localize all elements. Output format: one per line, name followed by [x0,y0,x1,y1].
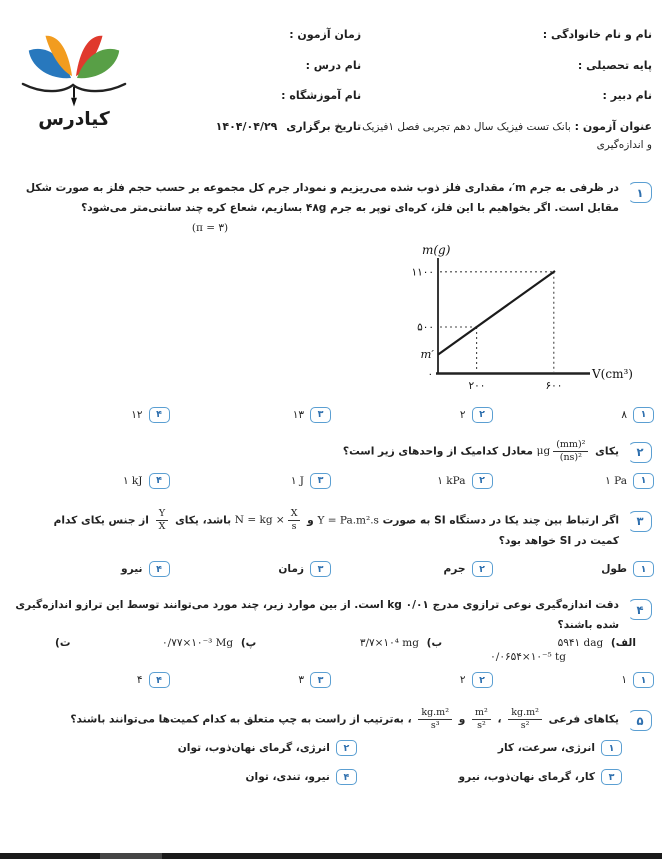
exam-title-label: عنوان آزمون : [574,119,652,133]
q5-t2: ، به‌ترتیب از راست به چپ متعلق به کدام کمیت‌ها می‌توانند باشند؟ [70,713,412,726]
item-label: ت) [55,637,71,650]
option-number-badge: ۱ [633,672,654,688]
question-text [15,596,619,635]
option-text: جرم [443,563,466,576]
option-number-badge: ۴ [149,407,170,423]
option-text: زمان [278,563,304,576]
option-text: ۴ [136,674,143,687]
chart-data-line [438,271,555,355]
answer-option [493,473,655,489]
q3-t1: اگر ارتباط بین چند یکا در دستگاه SI به صورت [382,514,619,527]
q3-line1 [54,508,619,533]
answer-option [170,473,332,489]
field-exam-time: زمان آزمون : [289,28,362,41]
option-text: ۲ [459,408,466,421]
q3-formula-n [234,507,304,532]
answer-option [170,672,332,688]
q1-line2: مقابل است. اگر بخواهیم با این فلز، کره‌ای توپر به جرم ۴۸g بسازیم، شعاع کره چند سانتی‌متر می‌شود؟ [81,201,619,214]
exam-title-row [361,118,652,154]
answer-option [331,407,493,423]
fraction-numerator: kg.m² [418,707,452,720]
q5-separator: ، [497,713,502,726]
answer-option [493,407,655,423]
option-number-badge: ۲ [472,407,493,423]
footer-bar-segment [100,853,162,859]
item-label: الف) [610,637,636,650]
pi-note: (π = ۳) [191,221,229,234]
option-text: ۱ kJ [122,474,143,487]
answer-option [331,561,493,577]
q2-text-after: معادل کدامیک از واحدهای زیر است؟ [342,445,533,458]
chart-origin-label: ۰ [427,368,433,380]
question-number-badge: ۱ [628,182,652,203]
q4-line1: دقت اندازه‌گیری نوعی ترازوی مدرج ۰/۰۱ kg است. از بین موارد زیر، چند مورد می‌توانند توسط این ترازو اندازه‌گیری [15,599,619,612]
answer-option [170,407,332,423]
q3-t4: از جنس یکای کدام [53,514,149,527]
answer-option [170,561,332,577]
field-teacher: نام دبیر : [602,89,652,103]
header-right-column [361,26,652,166]
answer-option [8,672,170,688]
answer-option [8,407,170,423]
answer-option [331,672,493,688]
question-2 [0,439,662,464]
option-number-badge: ۳ [310,407,331,423]
q3-n-prefix: N = kg × [234,514,285,527]
chart-xtick-200: ۲۰۰ [468,379,486,392]
item-value: ۰/۰۶۵۴×۱۰⁻⁵ tg [490,651,566,664]
answer-option [493,561,655,577]
option-number-badge: ۲ [472,672,493,688]
option-text: طول [601,563,627,576]
item-te-value-row [0,651,662,663]
option-text: ۱۲ [131,408,143,421]
option-number-badge: ۳ [601,769,622,785]
question-1 [0,179,662,238]
field-grade: پایه تحصیلی : [577,58,652,72]
fraction-denominator: (ns)² [559,451,582,463]
option-number-badge: ۳ [310,473,331,489]
q5-unit-1 [508,707,542,732]
option-text: ۲ [459,674,466,687]
option-text: کار، گرمای نهان‌ذوب، نیرو [458,771,595,784]
fraction-numerator: (mm)² [553,439,588,452]
fraction-numerator: kg.m² [508,707,542,720]
fraction-denominator: s [291,520,297,532]
chart-xtick-600: ۶۰۰ [545,379,563,392]
answer-option [8,769,357,785]
logo-book-icon [15,28,133,132]
option-number-badge: ۱ [633,407,654,423]
answer-option [8,473,170,489]
question-number-badge: ۵ [628,710,652,731]
fraction-denominator: X [158,520,166,532]
question-text [54,508,619,552]
option-text: ۱ Pa [605,474,627,487]
field-student-name: نام و نام خانوادگی : [542,28,652,41]
exam-date-label: تاریخ برگزاری [286,119,362,133]
q3-t3: باشد، یکای [175,514,232,527]
item-te [14,637,71,649]
option-number-badge: ۲ [336,740,357,756]
item-alef [442,637,636,649]
item-value: ۳/۷×۱۰⁴ mg [359,637,419,650]
field-course-name: نام درس : [305,58,362,72]
option-text: انرژی، سرعت، کار [497,742,595,755]
option-text: ۱ [621,674,627,687]
option-number-badge: ۴ [149,561,170,577]
question-number-badge: ۴ [628,599,652,620]
option-number-badge: ۴ [336,769,357,785]
question-number-badge: ۲ [628,442,652,463]
question-number-badge: ۳ [628,511,652,532]
fraction-denominator: s² [477,720,486,732]
option-text: نیرو، تندی، توان [245,771,330,784]
question-text [70,707,619,732]
answer-option [8,561,170,577]
option-number-badge: ۳ [310,561,331,577]
question-5 [0,707,662,732]
option-number-badge: ۱ [601,740,622,756]
q3-yx-fraction [156,508,169,533]
q1-line1: در ظرفی به جرم m′، مقداری فلز ذوب شده می‌ریزیم و نمودار جرم کل مجموعه بر حسب حجم فلز به صورت شکل [25,182,619,195]
option-number-badge: ۲ [472,561,493,577]
footer-bar [0,853,662,859]
exam-title-value: بانک تست فیزیک سال دهم تجربی فصل ۱فیزیک و اندازه‌گیری [362,120,652,151]
mass-volume-chart [394,242,636,398]
question-3 [0,508,662,552]
header-middle-column [136,26,361,148]
fraction-numerator: m² [472,707,491,720]
fraction-denominator: s³ [430,720,440,732]
item-be [256,637,442,649]
q4-items [0,637,662,649]
fraction-numerator: Y [156,508,168,521]
option-text: ۳ [298,674,304,687]
option-text: نیرو [121,563,143,576]
answer-option [8,740,357,756]
item-value: ۵۹۴۱ dag [557,637,604,650]
option-text: ۱۳ [292,408,304,421]
kiadars-logo [12,28,136,136]
fraction-denominator: s² [520,720,530,732]
chart-ytick-1100: ۱۱۰۰ [411,266,434,279]
q4-line2: شده باشند؟ [557,618,619,631]
option-number-badge: ۳ [310,672,331,688]
q2-options [0,473,662,489]
chart-xlabel: V(cm³) [592,366,633,381]
option-number-badge: ۲ [472,473,493,489]
item-pe [71,637,257,649]
chart-ylabel: m(g) [422,242,451,257]
chart-ytick-m-prime: m′ [420,346,434,361]
option-text: ۸ [621,408,627,421]
item-label: ب) [426,637,443,650]
option-number-badge: ۴ [149,672,170,688]
exam-date-row [136,118,361,136]
q3-formula-y: Y = Pa.m².s [317,514,379,527]
q1-options [0,407,662,423]
field-school-name: نام آموزشگاه : [281,89,362,103]
q4-options [0,672,662,688]
option-number-badge: ۱ [633,561,654,577]
q2-formula [536,438,592,463]
q3-line2: کمیت در SI خواهد بود؟ [498,535,619,548]
answer-option [331,473,493,489]
answer-option [357,769,622,785]
q2-text-before: یکای [595,445,619,458]
q5-unit-3 [418,707,452,732]
answer-option [493,672,655,688]
question-text [343,439,619,464]
question-4 [0,596,662,635]
header [0,0,662,166]
q5-unit-2 [472,707,491,732]
item-label: پ) [240,637,257,650]
item-value: ۰/۷۷×۱۰⁻³ Mg [162,637,234,650]
question-text [26,179,619,238]
q5-separator: و [458,713,466,726]
option-number-badge: ۴ [149,473,170,489]
q3-t2: و [307,514,314,527]
q5-options [0,740,662,785]
option-text: انرژی، گرمای نهان‌ذوب، توان [177,742,330,755]
q5-t1: یکاهای فرعی [548,713,619,726]
mu-g-unit: μg [536,445,551,458]
option-number-badge: ۱ [633,473,654,489]
option-text: ۱ J [290,474,304,487]
option-text: ۱ kPa [437,474,466,487]
logo-text: کیادرس [38,109,110,131]
fraction-numerator: X [288,508,301,521]
exam-date-value: ۱۴۰۴/۰۴/۲۹ [215,119,278,133]
chart-ytick-500: ۵۰۰ [417,321,434,334]
answer-option [357,740,622,756]
q3-options [0,561,662,577]
